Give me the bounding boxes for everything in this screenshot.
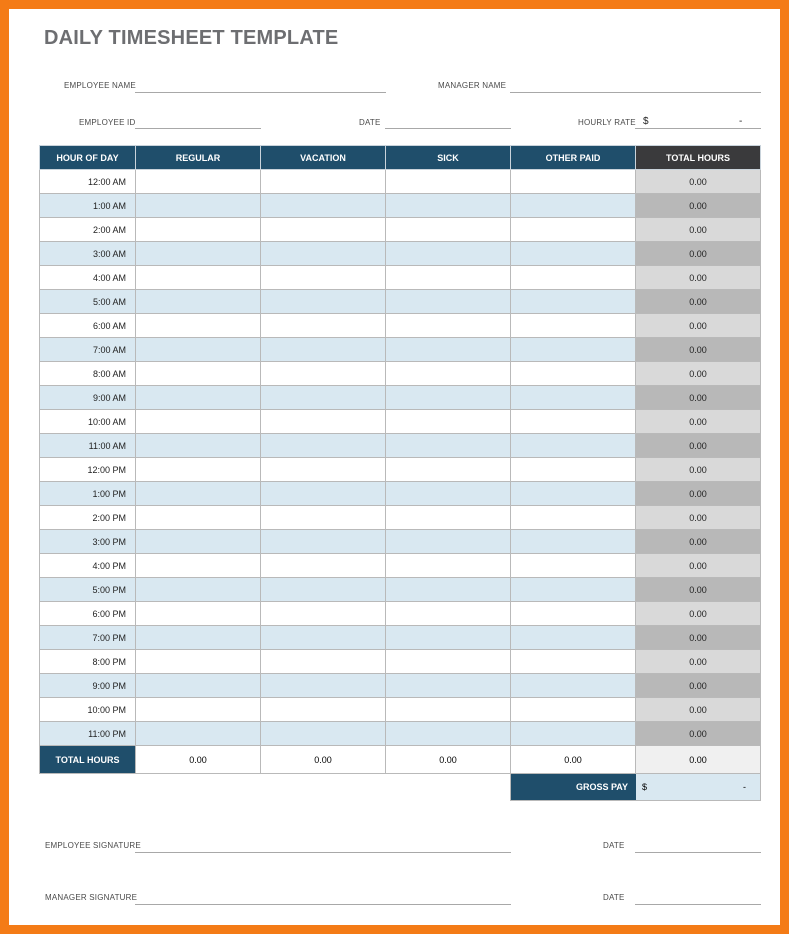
header-vacation: VACATION [261, 146, 386, 170]
sick-cell[interactable] [386, 602, 511, 626]
sick-cell[interactable] [386, 170, 511, 194]
vacation-cell[interactable] [261, 650, 386, 674]
totals-label: TOTAL HOURS [40, 746, 136, 774]
hour-of-day-cell: 8:00 AM [40, 362, 136, 386]
sick-cell[interactable] [386, 650, 511, 674]
row-total-hours-cell: 0.00 [636, 482, 761, 506]
regular-cell[interactable] [136, 218, 261, 242]
vacation-cell[interactable] [261, 362, 386, 386]
hourly-rate-currency: $ [643, 116, 649, 127]
vacation-cell[interactable] [261, 410, 386, 434]
employee-id-label: EMPLOYEE ID [79, 118, 136, 127]
sick-cell[interactable] [386, 530, 511, 554]
table-row [40, 506, 761, 530]
hour-of-day-cell: 1:00 PM [40, 482, 136, 506]
gross-pay-value: - [743, 782, 746, 792]
total-vacation: 0.00 [261, 746, 386, 774]
employee-name-field[interactable] [135, 92, 386, 93]
hourly-rate-label: HOURLY RATE [578, 118, 636, 127]
hour-of-day-cell: 3:00 AM [40, 242, 136, 266]
row-total-hours-cell: 0.00 [636, 338, 761, 362]
table-row [40, 674, 761, 698]
manager-name-label: MANAGER NAME [438, 81, 507, 90]
sick-cell[interactable] [386, 554, 511, 578]
hour-of-day-cell: 7:00 PM [40, 626, 136, 650]
other-paid-cell[interactable] [511, 338, 636, 362]
header-other-paid: OTHER PAID [511, 146, 636, 170]
table-row [40, 266, 761, 290]
sick-cell[interactable] [386, 458, 511, 482]
sick-cell[interactable] [386, 194, 511, 218]
vacation-cell[interactable] [261, 290, 386, 314]
regular-cell[interactable] [136, 458, 261, 482]
other-paid-cell[interactable] [511, 554, 636, 578]
row-total-hours-cell: 0.00 [636, 626, 761, 650]
hour-of-day-cell: 11:00 AM [40, 434, 136, 458]
timesheet-body [40, 170, 761, 746]
table-row [40, 458, 761, 482]
table-row [40, 362, 761, 386]
other-paid-cell[interactable] [511, 218, 636, 242]
vacation-cell[interactable] [261, 506, 386, 530]
table-header-row [40, 146, 761, 170]
regular-cell[interactable] [136, 314, 261, 338]
regular-cell[interactable] [136, 266, 261, 290]
table-row [40, 722, 761, 746]
other-paid-cell[interactable] [511, 626, 636, 650]
other-paid-cell[interactable] [511, 410, 636, 434]
timesheet-table [39, 145, 761, 774]
hour-of-day-cell: 5:00 PM [40, 578, 136, 602]
row-total-hours-cell: 0.00 [636, 314, 761, 338]
total-other-paid: 0.00 [511, 746, 636, 774]
hour-of-day-cell: 12:00 PM [40, 458, 136, 482]
other-paid-cell[interactable] [511, 602, 636, 626]
vacation-cell[interactable] [261, 530, 386, 554]
total-regular: 0.00 [136, 746, 261, 774]
other-paid-cell[interactable] [511, 722, 636, 746]
table-row [40, 338, 761, 362]
regular-cell[interactable] [136, 722, 261, 746]
vacation-cell[interactable] [261, 338, 386, 362]
row-total-hours-cell: 0.00 [636, 506, 761, 530]
regular-cell[interactable] [136, 602, 261, 626]
row-total-hours-cell: 0.00 [636, 194, 761, 218]
row-total-hours-cell: 0.00 [636, 698, 761, 722]
sick-cell[interactable] [386, 242, 511, 266]
row-total-hours-cell: 0.00 [636, 602, 761, 626]
row-total-hours-cell: 0.00 [636, 530, 761, 554]
vacation-cell[interactable] [261, 698, 386, 722]
table-row [40, 314, 761, 338]
table-row [40, 218, 761, 242]
sick-cell[interactable] [386, 506, 511, 530]
sick-cell[interactable] [386, 722, 511, 746]
table-row [40, 410, 761, 434]
header-hour-of-day: HOUR OF DAY [40, 146, 136, 170]
table-row [40, 242, 761, 266]
table-row [40, 434, 761, 458]
hour-of-day-cell: 2:00 PM [40, 506, 136, 530]
gross-pay-box [510, 773, 761, 801]
employee-id-field[interactable] [135, 128, 261, 129]
sick-cell[interactable] [386, 218, 511, 242]
vacation-cell[interactable] [261, 602, 386, 626]
sick-cell[interactable] [386, 698, 511, 722]
vacation-cell[interactable] [261, 626, 386, 650]
gross-pay-label: GROSS PAY [511, 774, 636, 800]
vacation-cell[interactable] [261, 170, 386, 194]
regular-cell[interactable] [136, 170, 261, 194]
table-row [40, 650, 761, 674]
manager-signature-date-label: DATE [603, 893, 625, 902]
other-paid-cell[interactable] [511, 578, 636, 602]
hour-of-day-cell: 6:00 AM [40, 314, 136, 338]
regular-cell[interactable] [136, 290, 261, 314]
hourly-rate-value: - [739, 116, 743, 127]
row-total-hours-cell: 0.00 [636, 290, 761, 314]
regular-cell[interactable] [136, 626, 261, 650]
table-row [40, 554, 761, 578]
other-paid-cell[interactable] [511, 386, 636, 410]
table-row [40, 602, 761, 626]
header-sick: SICK [386, 146, 511, 170]
regular-cell[interactable] [136, 434, 261, 458]
other-paid-cell[interactable] [511, 530, 636, 554]
regular-cell[interactable] [136, 242, 261, 266]
manager-signature-date-field[interactable] [635, 904, 761, 905]
row-total-hours-cell: 0.00 [636, 722, 761, 746]
sick-cell[interactable] [386, 386, 511, 410]
regular-cell[interactable] [136, 530, 261, 554]
gross-pay-field[interactable] [636, 774, 760, 800]
sick-cell[interactable] [386, 314, 511, 338]
regular-cell[interactable] [136, 482, 261, 506]
regular-cell[interactable] [136, 578, 261, 602]
other-paid-cell[interactable] [511, 314, 636, 338]
sick-cell[interactable] [386, 410, 511, 434]
employee-signature-date-label: DATE [603, 841, 625, 850]
sick-cell[interactable] [386, 626, 511, 650]
table-row [40, 698, 761, 722]
sick-cell[interactable] [386, 290, 511, 314]
manager-signature-field[interactable] [135, 904, 511, 905]
hour-of-day-cell: 3:00 PM [40, 530, 136, 554]
sick-cell[interactable] [386, 434, 511, 458]
table-row [40, 386, 761, 410]
row-total-hours-cell: 0.00 [636, 242, 761, 266]
employee-name-label: EMPLOYEE NAME [64, 81, 136, 90]
other-paid-cell[interactable] [511, 194, 636, 218]
table-row [40, 290, 761, 314]
hour-of-day-cell: 11:00 PM [40, 722, 136, 746]
hour-of-day-cell: 4:00 PM [40, 554, 136, 578]
table-row [40, 530, 761, 554]
vacation-cell[interactable] [261, 218, 386, 242]
hour-of-day-cell: 2:00 AM [40, 218, 136, 242]
hour-of-day-cell: 9:00 AM [40, 386, 136, 410]
vacation-cell[interactable] [261, 482, 386, 506]
other-paid-cell[interactable] [511, 266, 636, 290]
row-total-hours-cell: 0.00 [636, 218, 761, 242]
row-total-hours-cell: 0.00 [636, 434, 761, 458]
row-total-hours-cell: 0.00 [636, 266, 761, 290]
vacation-cell[interactable] [261, 242, 386, 266]
sick-cell[interactable] [386, 362, 511, 386]
hour-of-day-cell: 6:00 PM [40, 602, 136, 626]
table-row [40, 194, 761, 218]
regular-cell[interactable] [136, 506, 261, 530]
sick-cell[interactable] [386, 578, 511, 602]
other-paid-cell[interactable] [511, 482, 636, 506]
hour-of-day-cell: 12:00 AM [40, 170, 136, 194]
hour-of-day-cell: 4:00 AM [40, 266, 136, 290]
date-label: DATE [359, 118, 381, 127]
total-sick: 0.00 [386, 746, 511, 774]
hour-of-day-cell: 5:00 AM [40, 290, 136, 314]
hour-of-day-cell: 9:00 PM [40, 674, 136, 698]
row-total-hours-cell: 0.00 [636, 362, 761, 386]
regular-cell[interactable] [136, 554, 261, 578]
regular-cell[interactable] [136, 338, 261, 362]
row-total-hours-cell: 0.00 [636, 170, 761, 194]
manager-signature-label: MANAGER SIGNATURE [45, 893, 138, 902]
regular-cell[interactable] [136, 362, 261, 386]
other-paid-cell[interactable] [511, 458, 636, 482]
page-title: DAILY TIMESHEET TEMPLATE [44, 27, 339, 49]
table-row [40, 578, 761, 602]
header-total-hours: TOTAL HOURS [636, 146, 761, 170]
hour-of-day-cell: 8:00 PM [40, 650, 136, 674]
sick-cell[interactable] [386, 338, 511, 362]
table-row [40, 482, 761, 506]
vacation-cell[interactable] [261, 434, 386, 458]
other-paid-cell[interactable] [511, 290, 636, 314]
sick-cell[interactable] [386, 482, 511, 506]
row-total-hours-cell: 0.00 [636, 458, 761, 482]
sick-cell[interactable] [386, 674, 511, 698]
vacation-cell[interactable] [261, 554, 386, 578]
hour-of-day-cell: 1:00 AM [40, 194, 136, 218]
employee-signature-date-field[interactable] [635, 852, 761, 853]
vacation-cell[interactable] [261, 674, 386, 698]
hour-of-day-cell: 7:00 AM [40, 338, 136, 362]
other-paid-cell[interactable] [511, 170, 636, 194]
vacation-cell[interactable] [261, 578, 386, 602]
total-hours-grand: 0.00 [636, 746, 761, 774]
vacation-cell[interactable] [261, 458, 386, 482]
table-row [40, 626, 761, 650]
row-total-hours-cell: 0.00 [636, 674, 761, 698]
vacation-cell[interactable] [261, 266, 386, 290]
other-paid-cell[interactable] [511, 434, 636, 458]
table-row [40, 170, 761, 194]
row-total-hours-cell: 0.00 [636, 386, 761, 410]
row-total-hours-cell: 0.00 [636, 554, 761, 578]
regular-cell[interactable] [136, 386, 261, 410]
regular-cell[interactable] [136, 410, 261, 434]
other-paid-cell[interactable] [511, 362, 636, 386]
employee-signature-field[interactable] [135, 852, 511, 853]
other-paid-cell[interactable] [511, 506, 636, 530]
hourly-rate-field[interactable] [635, 128, 761, 129]
other-paid-cell[interactable] [511, 650, 636, 674]
regular-cell[interactable] [136, 194, 261, 218]
row-total-hours-cell: 0.00 [636, 410, 761, 434]
other-paid-cell[interactable] [511, 674, 636, 698]
vacation-cell[interactable] [261, 386, 386, 410]
manager-name-field[interactable] [510, 92, 761, 93]
vacation-cell[interactable] [261, 722, 386, 746]
hour-of-day-cell: 10:00 AM [40, 410, 136, 434]
employee-signature-label: EMPLOYEE SIGNATURE [45, 841, 141, 850]
row-total-hours-cell: 0.00 [636, 578, 761, 602]
row-total-hours-cell: 0.00 [636, 650, 761, 674]
regular-cell[interactable] [136, 674, 261, 698]
hour-of-day-cell: 10:00 PM [40, 698, 136, 722]
regular-cell[interactable] [136, 650, 261, 674]
sick-cell[interactable] [386, 266, 511, 290]
vacation-cell[interactable] [261, 194, 386, 218]
date-field[interactable] [385, 128, 511, 129]
other-paid-cell[interactable] [511, 242, 636, 266]
gross-pay-currency: $ [642, 782, 648, 792]
header-regular: REGULAR [136, 146, 261, 170]
vacation-cell[interactable] [261, 314, 386, 338]
regular-cell[interactable] [136, 698, 261, 722]
totals-row [40, 746, 761, 774]
other-paid-cell[interactable] [511, 698, 636, 722]
